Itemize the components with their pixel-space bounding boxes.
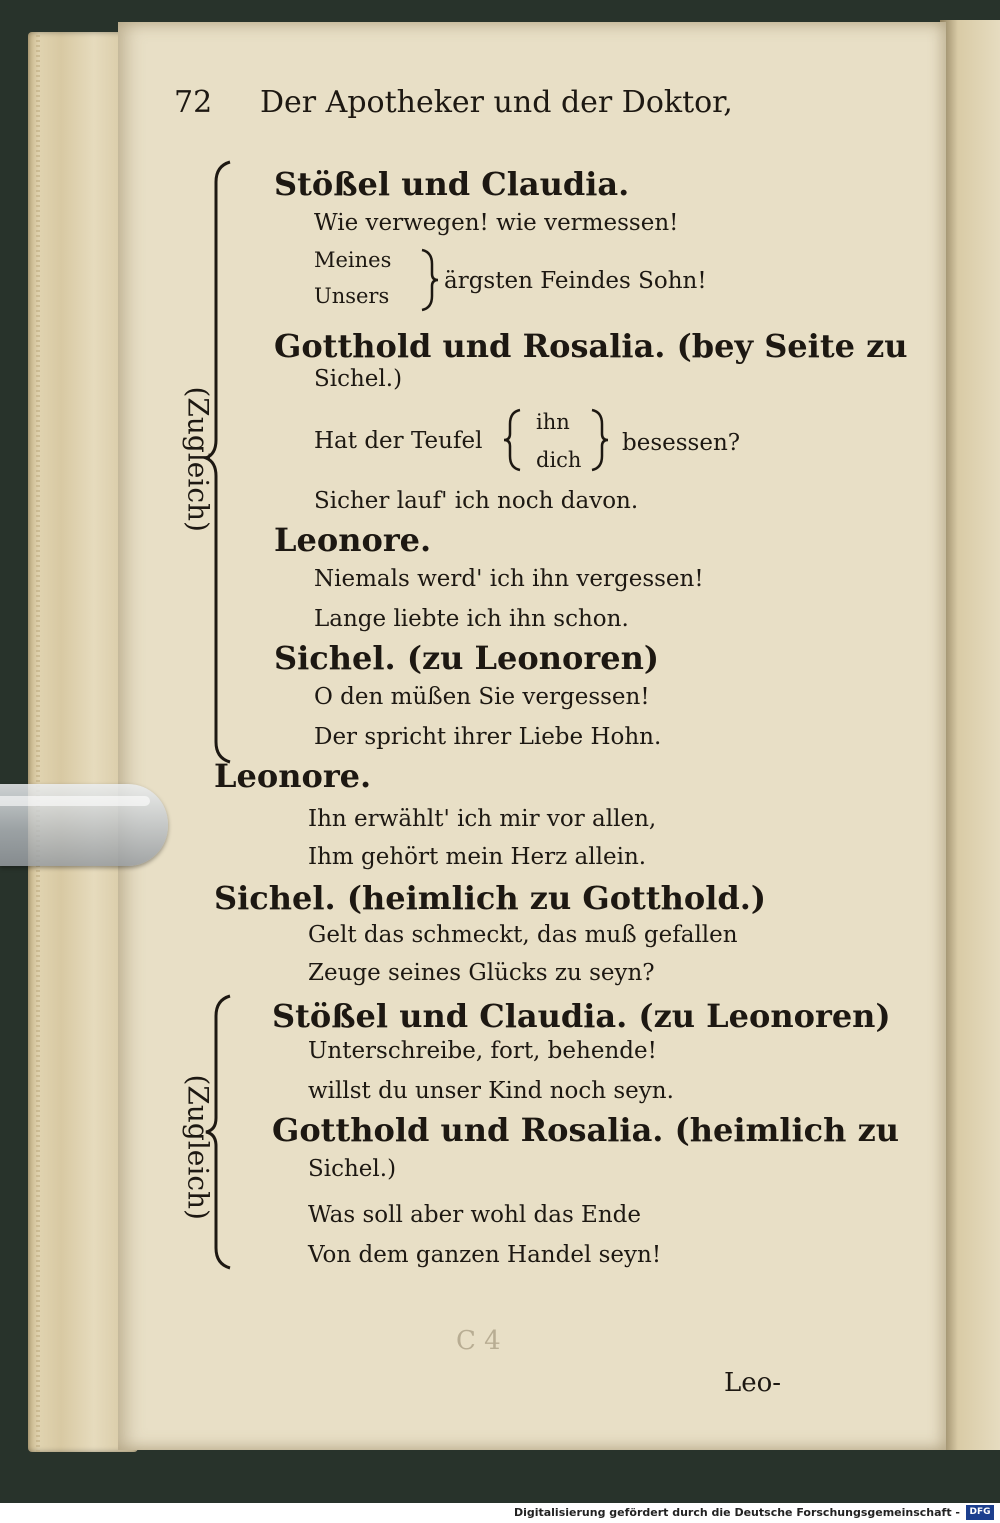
verse-line: Unterschreibe, fort, behende! [308, 1038, 657, 1064]
page-clip [0, 784, 168, 866]
speaker-line: Sichel. (zu Leonoren) [274, 639, 659, 677]
speaker-line: Sichel. (heimlich zu Gotthold.) [214, 879, 767, 917]
verse-line: Ihn erwählt' ich mir vor allen, [308, 806, 657, 832]
catchword: Leo- [724, 1368, 782, 1398]
variant-word: Meines [314, 248, 392, 272]
facing-page-edge [940, 20, 1000, 1450]
variant-word: dich [536, 448, 582, 472]
variant-word: ihn [536, 410, 570, 434]
simultaneous-label-2: (Zugleich) [181, 1074, 215, 1220]
verse-line: Gelt das schmeckt, das muß gefallen [308, 922, 738, 948]
running-title: Der Apotheker und der Doktor, [260, 85, 733, 120]
variant-brace-right [590, 408, 608, 472]
footer-bar [0, 1503, 1000, 1523]
signature-mark: C 4 [456, 1326, 501, 1356]
verse-line: ärgsten Feindes Sohn! [444, 268, 707, 294]
verse-line: Sicher lauf' ich noch davon. [314, 488, 639, 514]
verse-line: Ihm gehört mein Herz allein. [308, 844, 647, 870]
verse-line: besessen? [622, 430, 741, 456]
funding-note: Digitalisierung gefördert durch die Deutsche Forschungsgemeinschaft - [513, 1506, 960, 1519]
verse-line: willst du unser Kind noch seyn. [308, 1078, 674, 1104]
speaker-line: Leonore. [214, 757, 372, 795]
book-page [118, 22, 946, 1450]
page-number: 72 [174, 85, 213, 120]
speaker-line: Stößel und Claudia. (zu Leonoren) [272, 997, 891, 1035]
variant-word: Unsers [314, 284, 390, 308]
verse-line: Lange liebte ich ihn schon. [314, 606, 629, 632]
verse-line: O den müßen Sie vergessen! [314, 684, 650, 710]
verse-line: Niemals werd' ich ihn vergessen! [314, 566, 704, 592]
simultaneous-label-1: (Zugleich) [181, 386, 215, 532]
verse-line: Wie verwegen! wie vermessen! [314, 210, 679, 236]
stage-direction: Sichel.) [308, 1156, 397, 1182]
speaker-line: Leonore. [274, 521, 432, 559]
verse-line: Zeuge seines Glücks zu seyn? [308, 960, 655, 986]
verse-line: Hat der Teufel [314, 428, 483, 454]
speaker-line: Gotthold und Rosalia. (heimlich zu [272, 1111, 899, 1149]
verse-line: Was soll aber wohl das Ende [308, 1202, 641, 1228]
variant-brace [420, 248, 438, 312]
verse-line: Der spricht ihrer Liebe Hohn. [314, 724, 662, 750]
speaker-line: Stößel und Claudia. [274, 165, 630, 203]
dfg-logo: DFG [966, 1505, 994, 1520]
stage-direction: Sichel.) [314, 366, 403, 392]
variant-brace-left [504, 408, 522, 472]
verse-line: Von dem ganzen Handel seyn! [308, 1242, 662, 1268]
speaker-line: Gotthold und Rosalia. (bey Seite zu [274, 327, 908, 365]
